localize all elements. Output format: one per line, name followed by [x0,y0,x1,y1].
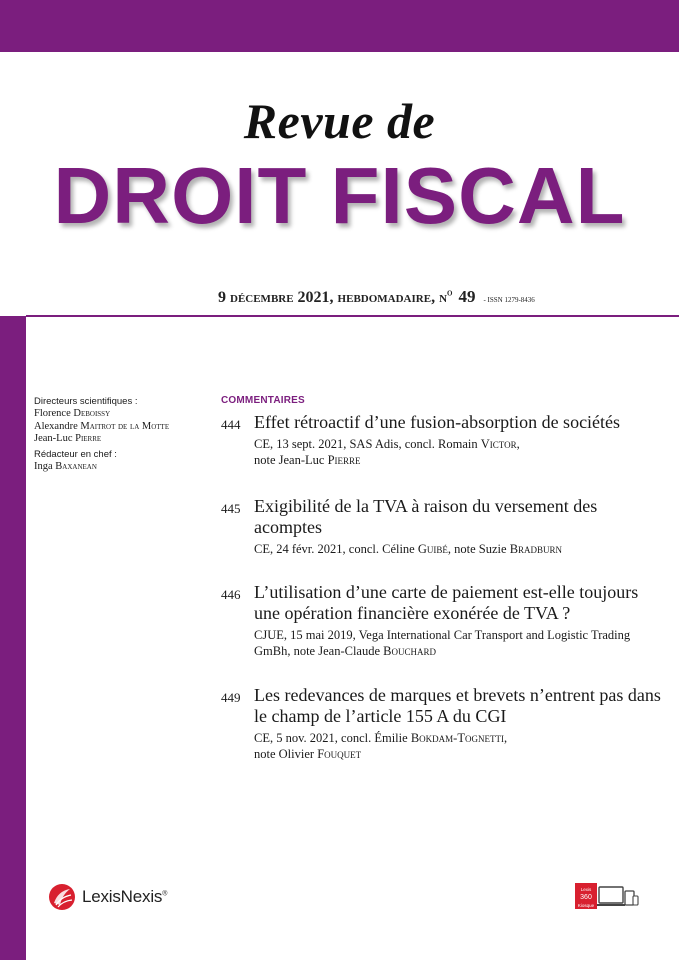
directors-label: Directeurs scientifiques : [34,396,138,407]
issue-line [218,287,535,307]
article-number: 444 [221,417,241,432]
section-label: COMMENTAIRES [221,395,305,406]
article-number: 449 [221,690,241,705]
publisher-logo [48,883,167,911]
issn: - ISSN 1279-8436 [483,296,535,304]
issue-sup: o [447,287,453,299]
editor-name: Inga Baxanean [34,461,97,473]
article-entry[interactable] [221,412,661,468]
article-number: 445 [221,501,241,516]
left-color-band [0,316,26,960]
article-reference: CE, 5 nov. 2021, concl. Émilie Bokdam-Tognetti, note Olivier Fouquet [254,731,508,761]
article-title[interactable]: L’utilisation d’une carte de paiement est-elle toujours une opération financière exonérée de TVA ? [254,582,639,623]
article-title[interactable]: Effet rétroactif d’une fusion-absorption de sociétés [254,412,621,432]
article-entry[interactable] [221,496,661,558]
article-entry[interactable] [221,685,661,762]
journal-title-line1: Revue de [243,93,436,149]
top-color-band [0,0,679,52]
article-title[interactable]: Les redevances de marques et brevets n’entrent pas dans le champ de l’article 155 A du CGI [254,685,661,726]
lexis-360-mark: Lexis 360 Kiosque [575,883,597,909]
directors-block [34,396,224,474]
article-reference: CE, 24 févr. 2021, concl. Céline Guibé, note Suzie Bradburn [254,542,563,556]
director-name: Jean-Luc Pierre [34,432,102,444]
director-name: Florence Deboissy [34,408,111,420]
article-title[interactable]: Exigibilité de la TVA à raison du versement des acomptes [254,496,598,537]
registered-mark: ® [162,890,168,898]
issue-number: 49 [458,287,476,306]
director-name: Alexandre Maitrot de la Motte [34,420,170,432]
lexis-360-badge [575,883,639,909]
lexisnexis-logo-icon [48,883,76,911]
editor-label: Rédacteur en chef : [34,449,117,461]
article-number: 446 [221,587,241,602]
publisher-name: LexisNexis [82,887,163,906]
article-reference: CJUE, 15 mai 2019, Vega International Car Transport and Logistic Trading GmBh, note Jean-Claude Bouchard [254,628,631,658]
journal-title-line2: DROIT FISCAL [53,151,626,240]
issue-date: 9 décembre 2021, hebdomadaire, n [218,289,448,306]
article-reference: CE, 13 sept. 2021, SAS Adis, concl. Romain Victor, note Jean-Luc Pierre [254,437,520,467]
devices-icon [597,885,639,909]
article-entry[interactable] [221,582,661,659]
header-divider [26,315,679,317]
